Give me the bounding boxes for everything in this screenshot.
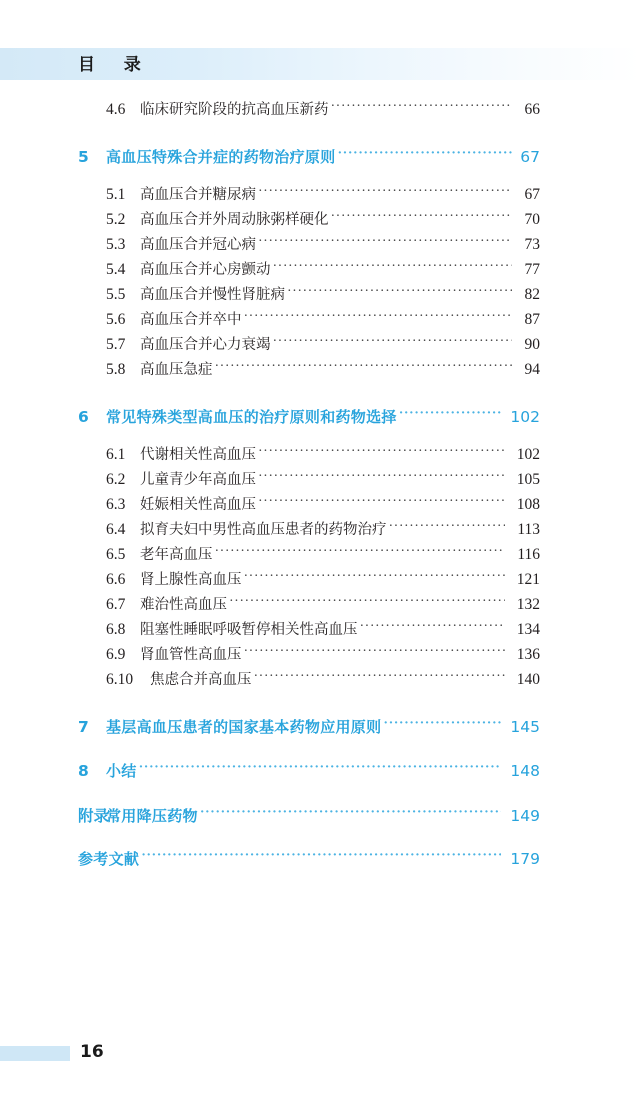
toc-entry-page-number: 90 bbox=[524, 336, 540, 353]
toc-leader-dots bbox=[331, 99, 513, 115]
toc-entry-page-number: 179 bbox=[510, 850, 540, 868]
toc-leader-dots bbox=[244, 309, 513, 325]
toc-entry-number: 6.5 bbox=[106, 546, 126, 563]
toc-section-entry[interactable] bbox=[0, 568, 640, 593]
toc-entry-label: 高血压合并心房颤动 bbox=[140, 262, 271, 278]
toc-entry-page-number: 121 bbox=[516, 571, 540, 588]
toc-leader-dots bbox=[273, 334, 513, 350]
toc-entry-label: 代谢相关性高血压 bbox=[140, 447, 256, 463]
toc-entry-label: 拟育夫妇中男性高血压患者的药物治疗 bbox=[140, 522, 387, 538]
toc-entry-label: 高血压急症 bbox=[140, 362, 213, 378]
toc-entry-number: 附录 bbox=[78, 807, 110, 825]
toc-entry-number: 6.8 bbox=[106, 621, 126, 638]
toc-entry-label: 儿童青少年高血压 bbox=[140, 472, 256, 488]
toc-section-entry[interactable] bbox=[0, 283, 640, 308]
toc-block-spacer bbox=[0, 743, 640, 760]
toc-chapter-entry[interactable] bbox=[0, 406, 640, 433]
toc-entry-label: 难治性高血压 bbox=[140, 597, 227, 613]
toc-section-entry[interactable] bbox=[0, 98, 640, 123]
toc-entry-number: 5.2 bbox=[106, 211, 126, 228]
toc-entry-number: 6.10 bbox=[106, 671, 134, 688]
toc-leader-dots bbox=[389, 519, 506, 535]
toc-leader-dots bbox=[254, 669, 506, 685]
toc-leader-dots bbox=[383, 716, 501, 732]
toc-section-entry[interactable] bbox=[0, 518, 640, 543]
toc-entry-page-number: 70 bbox=[524, 211, 540, 228]
toc-leader-dots bbox=[258, 444, 505, 460]
toc-entry-label: 妊娠相关性高血压 bbox=[140, 497, 256, 513]
footer-page-number: 16 bbox=[80, 1042, 104, 1062]
toc-entry-number: 5.4 bbox=[106, 261, 126, 278]
toc-entry-page-number: 113 bbox=[517, 521, 540, 538]
toc-entry-label: 基层高血压患者的国家基本药物应用原则 bbox=[106, 718, 382, 736]
toc-entry-page-number: 87 bbox=[524, 311, 540, 328]
toc-entry-number: 5.1 bbox=[106, 186, 126, 203]
toc-entry-label: 常用降压药物 bbox=[106, 807, 198, 825]
toc-entry-page-number: 116 bbox=[517, 546, 540, 563]
toc-entry-page-number: 149 bbox=[510, 807, 540, 825]
toc-section-entry[interactable] bbox=[0, 543, 640, 568]
toc-leader-dots bbox=[338, 146, 512, 162]
toc-entry-number: 5.6 bbox=[106, 311, 126, 328]
toc-leader-dots bbox=[258, 184, 512, 200]
toc-entry-number: 5 bbox=[78, 148, 89, 166]
toc-entry-page-number: 145 bbox=[510, 718, 540, 736]
toc-entry-page-number: 108 bbox=[516, 496, 540, 513]
toc-block-spacer bbox=[0, 383, 640, 406]
toc-entry-label: 焦虑合并高血压 bbox=[150, 672, 252, 688]
toc-entry-page-number: 105 bbox=[516, 471, 540, 488]
toc-entry-label: 高血压特殊合并症的药物治疗原则 bbox=[106, 148, 336, 166]
toc-section-entry[interactable] bbox=[0, 183, 640, 208]
toc-entry-label: 阻塞性睡眠呼吸暂停相关性高血压 bbox=[140, 622, 358, 638]
toc-entry-label: 高血压合并糖尿病 bbox=[140, 187, 256, 203]
toc-entry-number: 6.6 bbox=[106, 571, 126, 588]
toc-leader-dots bbox=[200, 805, 502, 821]
toc-entry-label: 临床研究阶段的抗高血压新药 bbox=[140, 102, 329, 118]
toc-leader-dots bbox=[258, 494, 505, 510]
toc-leader-dots bbox=[360, 619, 506, 635]
toc-leader-dots bbox=[139, 760, 502, 776]
toc-section-entry[interactable] bbox=[0, 643, 640, 668]
table-of-contents bbox=[0, 98, 640, 875]
toc-entry-page-number: 136 bbox=[516, 646, 540, 663]
toc-entry-number: 5.5 bbox=[106, 286, 126, 303]
toc-leader-dots bbox=[244, 569, 506, 585]
toc-entry-page-number: 102 bbox=[510, 408, 540, 426]
toc-entry-label: 常见特殊类型高血压的治疗原则和药物选择 bbox=[106, 408, 397, 426]
toc-entry-page-number: 94 bbox=[524, 361, 540, 378]
toc-section-entry[interactable] bbox=[0, 668, 640, 693]
toc-entry-number: 6 bbox=[78, 408, 89, 426]
toc-section-entry[interactable] bbox=[0, 593, 640, 618]
toc-entry-page-number: 132 bbox=[516, 596, 540, 613]
toc-chapter-entry[interactable] bbox=[0, 848, 640, 875]
toc-block-spacer bbox=[0, 123, 640, 146]
toc-section-entry[interactable] bbox=[0, 468, 640, 493]
toc-entry-label: 老年高血压 bbox=[140, 547, 213, 563]
toc-entry-label: 高血压合并慢性肾脏病 bbox=[140, 287, 285, 303]
toc-entry-page-number: 66 bbox=[524, 101, 540, 118]
toc-entry-number: 6.3 bbox=[106, 496, 126, 513]
toc-entry-page-number: 73 bbox=[524, 236, 540, 253]
toc-entry-label: 高血压合并心力衰竭 bbox=[140, 337, 271, 353]
toc-chapter-entry[interactable] bbox=[0, 716, 640, 743]
toc-entry-number: 5.7 bbox=[106, 336, 126, 353]
toc-entry-number: 6.1 bbox=[106, 446, 126, 463]
toc-leader-dots bbox=[287, 284, 512, 300]
toc-entry-number: 6.4 bbox=[106, 521, 126, 538]
toc-entry-page-number: 148 bbox=[510, 762, 540, 780]
toc-leader-dots bbox=[141, 848, 501, 864]
toc-entry-number: 4.6 bbox=[106, 101, 126, 118]
toc-block-spacer bbox=[0, 831, 640, 848]
toc-section-entry[interactable] bbox=[0, 233, 640, 258]
toc-chapter-entry[interactable] bbox=[0, 804, 640, 831]
footer-accent-bar bbox=[0, 1046, 70, 1061]
toc-entry-label: 高血压合并冠心病 bbox=[140, 237, 256, 253]
page-title: 目 录 bbox=[78, 55, 142, 75]
toc-section-entry[interactable] bbox=[0, 208, 640, 233]
toc-leader-dots bbox=[331, 209, 513, 225]
toc-entry-page-number: 140 bbox=[516, 671, 540, 688]
toc-entry-label: 小结 bbox=[106, 762, 137, 780]
toc-entry-number: 8 bbox=[78, 762, 89, 780]
toc-leader-dots bbox=[258, 469, 505, 485]
toc-entry-page-number: 82 bbox=[524, 286, 540, 303]
toc-section-entry[interactable] bbox=[0, 493, 640, 518]
toc-entry-label: 肾上腺性高血压 bbox=[140, 572, 242, 588]
toc-leader-dots bbox=[258, 234, 512, 250]
toc-entry-number: 6.2 bbox=[106, 471, 126, 488]
toc-entry-number: 5.8 bbox=[106, 361, 126, 378]
toc-leader-dots bbox=[273, 259, 513, 275]
toc-entry-page-number: 134 bbox=[516, 621, 540, 638]
toc-entry-page-number: 102 bbox=[516, 446, 540, 463]
toc-chapter-entry[interactable] bbox=[0, 760, 640, 787]
toc-entry-page-number: 67 bbox=[520, 148, 540, 166]
toc-entry-number: 7 bbox=[78, 718, 89, 736]
toc-leader-dots bbox=[215, 359, 513, 375]
toc-block-spacer bbox=[0, 693, 640, 716]
toc-block-spacer bbox=[0, 787, 640, 804]
toc-entry-number: 5.3 bbox=[106, 236, 126, 253]
toc-section-entry[interactable] bbox=[0, 258, 640, 283]
toc-entry-page-number: 67 bbox=[524, 186, 540, 203]
toc-entry-label: 参考文献 bbox=[78, 850, 140, 868]
toc-leader-dots bbox=[229, 594, 505, 610]
toc-leader-dots bbox=[215, 544, 506, 560]
toc-leader-dots bbox=[244, 644, 506, 660]
toc-block-spacer bbox=[0, 433, 640, 443]
toc-section-entry[interactable] bbox=[0, 618, 640, 643]
toc-section-entry[interactable] bbox=[0, 443, 640, 468]
toc-entry-label: 肾血管性高血压 bbox=[140, 647, 242, 663]
toc-entry-number: 6.7 bbox=[106, 596, 126, 613]
toc-section-entry[interactable] bbox=[0, 333, 640, 358]
toc-entry-number: 6.9 bbox=[106, 646, 126, 663]
toc-section-entry[interactable] bbox=[0, 308, 640, 333]
toc-entry-page-number: 77 bbox=[524, 261, 540, 278]
toc-section-entry[interactable] bbox=[0, 358, 640, 383]
toc-entry-label: 高血压合并卒中 bbox=[140, 312, 242, 328]
toc-chapter-entry[interactable] bbox=[0, 146, 640, 173]
toc-entry-label: 高血压合并外周动脉粥样硬化 bbox=[140, 212, 329, 228]
toc-block-spacer bbox=[0, 173, 640, 183]
toc-leader-dots bbox=[399, 406, 502, 422]
